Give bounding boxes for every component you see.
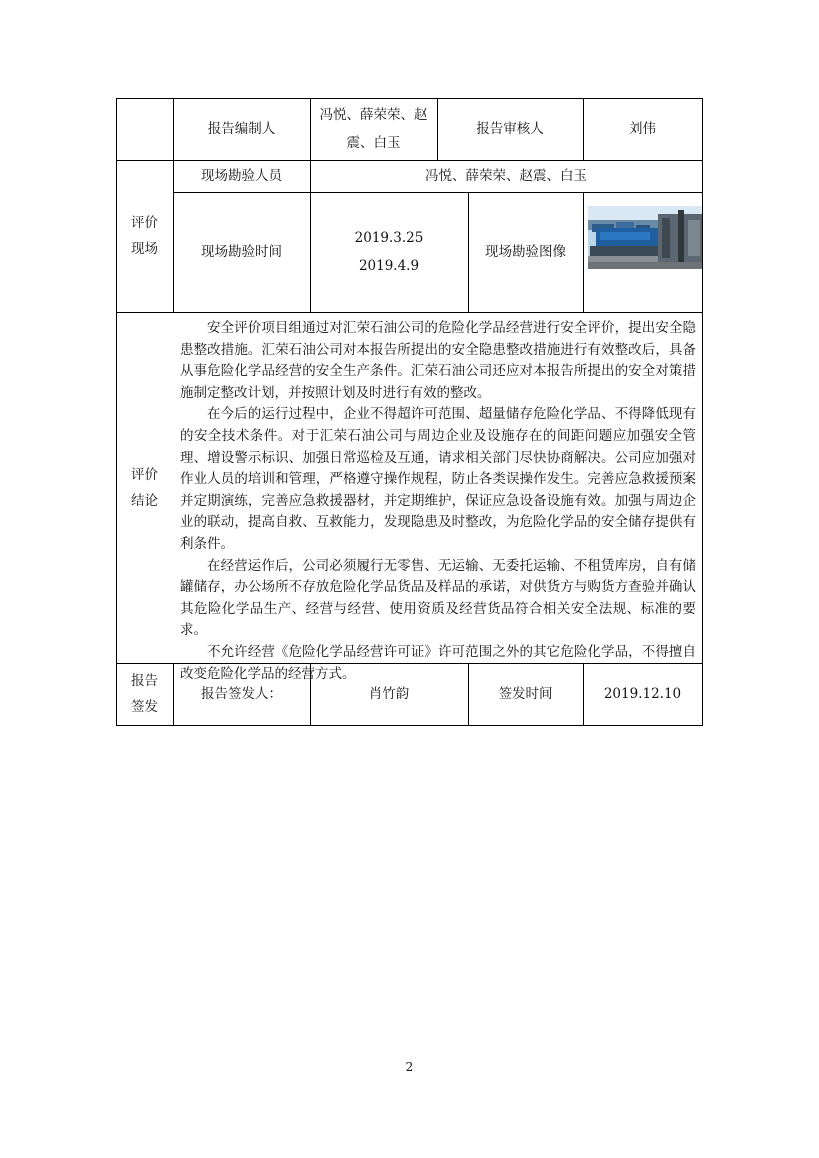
site-inspection-photo bbox=[588, 206, 702, 269]
table-border-bottom bbox=[116, 725, 703, 726]
report-compilers-line2: 震、白玉 bbox=[346, 135, 401, 151]
label-report-compiler-text: 报告编制人 bbox=[207, 121, 276, 137]
section-label-site-line2: 现场 bbox=[131, 241, 158, 257]
section-label-conclusion-line2: 结论 bbox=[131, 492, 158, 509]
label-report-issuer bbox=[173, 663, 310, 725]
section-label-site-line1: 评价 bbox=[131, 215, 158, 231]
label-issue-date-text: 签发时间 bbox=[498, 686, 553, 702]
label-site-personnel-text: 现场勘验人员 bbox=[201, 168, 282, 184]
conclusion-paragraph: 在今后的运行过程中，企业不得超许可范围、超量储存危险化学品、不得降低现有的安全技术条件。对于汇荣石油公司与周边企业及设施存在的间距问题应加强安全管理、增设警示标识、加强日常巡检及互通，请求相关部门尽快协商解决。公司应加强对作业人员的培训和管理，严格遵守操作规程，防止各类误操作发生。完善应急救援预案并定期演练，完善应急救援器材，并定期维护，保证应急设备设施有效。加强与周边企业的联动，提高自救、互救能力，发现隐患及时整改，为危险化学品的安全储存提供有利条件。 bbox=[180, 406, 696, 552]
label-site-image-text: 现场勘验图像 bbox=[485, 244, 566, 260]
page-number: 2 bbox=[405, 1060, 414, 1074]
conclusion-paragraph: 安全评价项目组通过对汇荣石油公司的危险化学品经营进行安全评价，提出安全隐患整改措施。汇荣石油公司对本报告所提出的安全隐患整改措施进行有效整改后，具备从事危险化学品经营的安全生产条件。汇荣石油公司还应对本报告所提出的安全对策措施制定整改计划，并按照计划及时进行有效的整改。 bbox=[180, 320, 696, 401]
report-compilers-line1: 冯悦、薛荣荣、赵 bbox=[319, 107, 428, 123]
conclusion-paragraph: 不允许经营《危险化学品经营许可证》许可范围之外的其它危险化学品，不得擅自改变危险化学品的经营方式。 bbox=[180, 643, 696, 682]
label-site-personnel bbox=[173, 160, 310, 192]
report-reviewer-text: 刘伟 bbox=[629, 121, 656, 137]
label-report-compiler bbox=[173, 98, 310, 160]
table-border-right bbox=[702, 98, 703, 726]
issue-date-text: 2019.12.10 bbox=[603, 686, 682, 702]
label-issue-date bbox=[468, 663, 583, 725]
issue-date bbox=[583, 663, 702, 725]
label-report-issuer-text: 报告签发人： bbox=[201, 686, 282, 702]
section-label-issue-line1: 报告 bbox=[131, 673, 158, 689]
column-divider bbox=[583, 192, 584, 313]
conclusion-text bbox=[180, 318, 696, 685]
label-site-time-text: 现场勘验时间 bbox=[201, 244, 282, 260]
section-label-site bbox=[116, 160, 173, 312]
site-date-2: 2019.4.9 bbox=[358, 258, 420, 274]
report-issuer-text: 肖竹韵 bbox=[368, 686, 410, 702]
report-issuer bbox=[310, 663, 468, 725]
label-site-time bbox=[173, 192, 310, 312]
conclusion-paragraph: 在经营运作后，公司必须履行无零售、无运输、无委托运输、不租赁库房，自有储罐储存，办公场所不存放危险化学品货品及样品的承诺，对供货方与购货方查验并确认其危险化学品生产、经营与经营、使用资质及经营货品符合相关安全法规、标准的要求。 bbox=[180, 557, 696, 639]
label-report-reviewer bbox=[437, 98, 583, 160]
report-compilers bbox=[310, 98, 437, 160]
row-divider bbox=[116, 312, 703, 313]
section-label-conclusion bbox=[116, 312, 173, 663]
report-reviewer bbox=[583, 98, 702, 160]
site-date-1: 2019.3.25 bbox=[354, 230, 424, 246]
label-report-reviewer-text: 报告审核人 bbox=[476, 121, 544, 137]
section-label-issue bbox=[116, 663, 173, 725]
section-label-issue-line2: 签发 bbox=[131, 699, 158, 715]
site-personnel bbox=[310, 160, 702, 192]
site-dates bbox=[310, 192, 468, 312]
site-personnel-text: 冯悦、薛荣荣、赵震、白玉 bbox=[425, 168, 587, 184]
section-label-conclusion-line1: 评价 bbox=[131, 466, 158, 483]
label-site-image bbox=[468, 192, 583, 312]
